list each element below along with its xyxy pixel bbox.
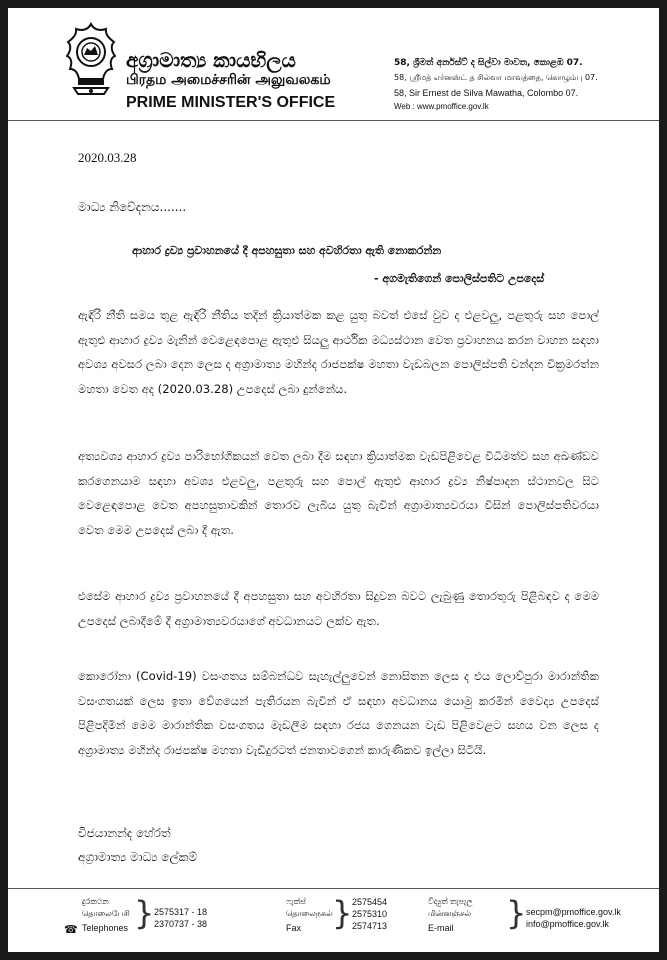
letter-date: 2020.03.28	[78, 150, 137, 165]
brace-icon: }	[506, 894, 527, 932]
paragraph: අත්‍යවශ්‍ය ආහාර ද්‍රව්‍ය පාරිභෝගිකයන් වෙත ලබා දීම සඳහා ක්‍රියාත්මක වැඩපිළිවෙළ විධිමත්ව සහ අඛණ්ඩව කරගෙනයාම සඳහා අවශ්‍ය එළවලු, පළතුරු සහ පොල් ඇතුළු ආහාර ද්‍රව්‍ය නිෂ්පාදන ස්ථානවල සිට වෙළෙඳපොළ වෙත අපහසුතාවකින් තොරව ලැබිය යුතු බැවින් අග්‍රාමාත්‍යවරයා විසින් පොලිස්පතිවරයා වෙත මෙම උපදෙස් ලබා දී ඇත.	[78, 449, 599, 537]
fax-label-sinhala: ෆැක්ස්	[286, 897, 306, 906]
paragraph: කොරෝනා (Covid-19) වසංගතය සම්බන්ධව සැහැල්ලුවෙන් නොසිතන ලෙස ද එය ලොව්පුරා මාරාන්තික වසංගතයක් ලෙස ඉතා වේගයෙන් පැතිරයන බැවින් ඒ සඳහා අවධානය යොමු කරමින් වෛද්‍ය උපදෙස් පිළිපදිමින් මෙම මාරාන්තික වසංගතය මැඩලීම සඳහා රජය ගෙනයන වැඩ පිළිවෙළට සහය වන ලෙස ද අග්‍රාමාත්‍ය මහින්ද රාජපක්ෂ මහතා වැඩිදුරටත් ජනතාවගෙන් කාරුණිකව ඉල්ලා සිටියි.	[78, 669, 599, 757]
address-sinhala: 58, ශ්‍රීමත් අර්නස්ට් ද සිල්වා මාවත, කොළඹ 07.	[394, 58, 583, 68]
fax-label-english: Fax	[286, 923, 302, 933]
email-label-tamil: மின்னஞ்சல்	[428, 909, 472, 918]
signatory-title: අග්‍රාමාත්‍ය මාධ්‍ය ලේකම්	[78, 850, 197, 864]
address-tamil: 58, ஸ்ரீமத் எர்னஸ்ட் த சில்வா மாவத்தை, கொழும்பு 07.	[394, 73, 598, 82]
office-name-sinhala: අග්‍රාමාත්‍ය කායභිලය	[126, 48, 296, 72]
email-label-sinhala: විද්‍යුත් තැපැල	[428, 897, 473, 906]
letter-subtitle: - අගමැතිගෙන් පොලිස්පතිට උපදෙස්	[374, 272, 545, 285]
fax-number: 2574713	[352, 921, 388, 931]
phone-number: 2370737 - 38	[154, 919, 208, 929]
email-address: secpm@pmoffice.gov.lk	[526, 907, 621, 917]
phone-label-tamil: தொலைபேசி	[82, 909, 130, 918]
fax-number: 2575310	[352, 909, 388, 919]
email-address: info@pmoffice.gov.lk	[526, 919, 609, 929]
paragraph: එසේම ආහාර ද්‍රව්‍ය ප්‍රවාහනයේ දී අපහසුතා සහ අවහිරතා සිදුවන බවට ලැබුණු තොරතුරු පිළිබඳව ද මෙම උපදෙස් ලබාදීමේ දී අග්‍රාමාත්‍යවරයාගේ අවධානයට ලක්ව ඇත.	[78, 589, 599, 628]
brace-icon: }	[134, 894, 155, 932]
office-name-tamil: பிரதம அமைச்சரின் அலுவலகம்	[126, 72, 331, 88]
telephone-icon: ☎	[64, 923, 78, 936]
fax-number: 2575454	[352, 897, 388, 907]
brace-icon: }	[332, 894, 353, 932]
letter-heading: මාධ්‍ය නිවේදනය.......	[78, 200, 187, 214]
website: Web : www.pmoffice.gov.lk	[394, 102, 489, 111]
office-name-english: PRIME MINISTER'S OFFICE	[126, 94, 336, 111]
header-divider	[8, 120, 659, 121]
paragraph: ඇඳිරි නීති සමය තුළ ඇඳිරි නීතිය තදින් ක්‍රියාත්මක කළ යුතු බවත් එසේ වුව ද එළවලු, පළතුරු සහ පොල් ඇතුළු ආහාර ද්‍රව්‍ය මැනින් වෙළෙඳපොළ ඇතුළු සියලු ආර්ථික මධ්‍යස්ථාන වෙත ප්‍රවාහනය කරන වාහන සඳහා අවශ්‍ය අවසර ලබා දෙන ලෙස ද අග්‍රාමාත්‍ය මහින්ද රාජපක්ෂ මහතා වැඩබලන පොලිස්පති චන්දන වික්‍රමරත්න මහතා වෙත අද (2020.03.28) උපදෙස් ලබා දුන්නේය.	[78, 308, 599, 396]
signatory-name: විජයානන්ද හේරත්	[78, 826, 171, 840]
phone-label-english: Telephones	[82, 923, 129, 933]
state-emblem-icon	[66, 22, 116, 96]
phone-number: 2575317 - 18	[154, 907, 208, 917]
address-english: 58, Sir Ernest de Silva Mawatha, Colombo 07.	[394, 88, 579, 98]
fax-label-tamil: தொலைநகல்	[286, 909, 333, 918]
phone-label-sinhala: දුරකථන	[82, 897, 109, 906]
letter-page	[8, 8, 659, 952]
email-label-english: E-mail	[428, 923, 454, 933]
letter-title: ආහාර ද්‍රව්‍ය ප්‍රවාහනයේ දී අපහසුතා සහ අවහිරතා ඇති නොකරන්න	[132, 244, 442, 257]
footer-divider	[8, 888, 659, 889]
